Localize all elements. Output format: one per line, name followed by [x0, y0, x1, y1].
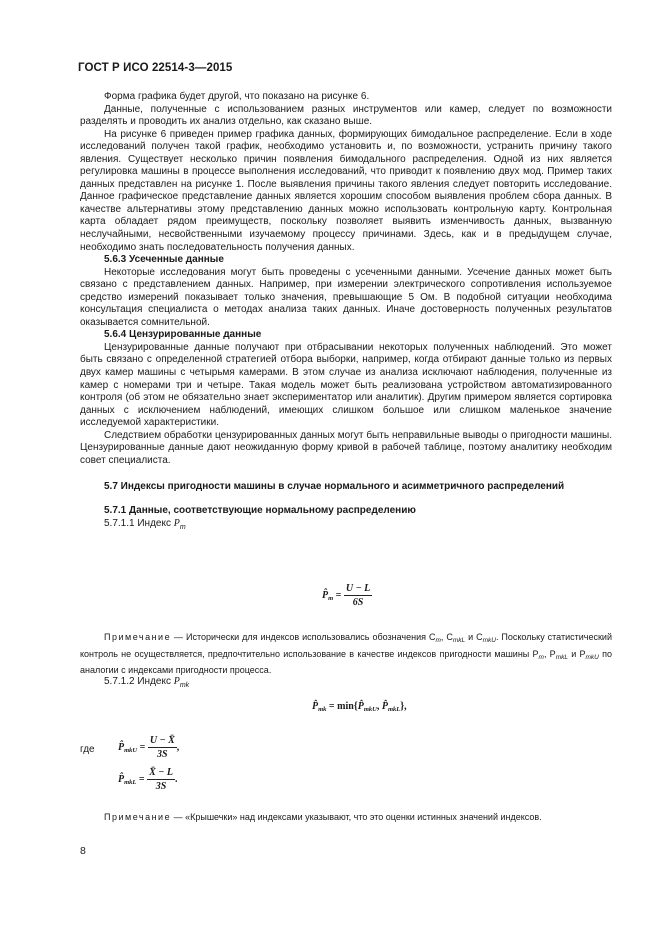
paragraph: Следствием обработки цензурированных данных могут быть неправильные выводы о пригодности машины. Цензурированные данные дают неожиданную форму кривой в рабочей таблице, поэтому аналитику необходим совет специалиста.	[80, 429, 612, 466]
page-number: 8	[80, 845, 86, 857]
body-text	[80, 91, 612, 534]
formula-pmku: $P̂_{mkU}$ = $\frac{U - X̄}{3S}$ ,	[118, 735, 180, 760]
paragraph: Некоторые исследования могут быть проведены с усеченными данными. Усечение данных может быть связано с представлением данных. Например, при измерении электрического сопротивления используемое средство измерений показывает только значения, превышающие 5 Ом. В подобной ситуации необходима консультация специалиста о методах анализа таких данных. Иначе достоверность полученных результатов оказывается сомнительной.	[80, 266, 612, 328]
section-heading-5-6-4: 5.6.4 Цензурированные данные	[104, 329, 262, 341]
standard-header: ГОСТ Р ИСО 22514-3—2015	[78, 62, 233, 74]
paragraph: На рисунке 6 приведен пример графика данных, формирующих бимодальное распределение. Если в ходе исследований получен такой график, необходимо установить и, по возможности, устранить причину такого явления. Существует несколько причин появления бимодального распределения. Одной из них является регулировка машины в процессе выполнения исследований, что приводит к появлению двух мод. Пример таких данных представлен на рисунке 1. После выявления причины такого явления следует повторить исследование. Данное графическое представление данных является хорошим способом выявления проблем сбора данных. В качестве альтернативы этому представлению данных можно использовать контрольную карту. Контрольная карта обладает рядом преимуществ, поскольку позволяет выявить изменчивость данных, вызванную неслучайными, несвойственными изучаемому процессу причинами. Здесь, как и в предыдущем случае, необходимо знать последовательность получения данных.	[80, 128, 612, 253]
formula-pmkl: $P̂_{mkL}$ = $\frac{X̄ - L}{3S}$ .	[118, 767, 178, 792]
formula-pm: $P̂_m$ = $\frac{U - L}{6S}$	[322, 583, 371, 608]
section-heading-5-7: 5.7 Индексы пригодности машины в случае нормального и асимметричного распределений	[104, 481, 565, 493]
subsection-5-7-1-1: 5.7.1.1 Индекс $P_m$	[104, 517, 186, 531]
fraction: $\frac{U - X̄}{3S}$	[149, 735, 175, 760]
paragraph: Цензурированные данные получают при отбрасывании некоторых полученных наблюдений. Это может быть связано с определенной стратегией отбора выборки, например, когда отбирают данные только из первых двух камер машины с четырьмя камерами. В этом случае из анализа исключают наблюдения, полученные из камер с номерами три и четыре. Такая модель может быть реализована устройством автоматизированного контроля (об этом не обязательно знает экспериментатор или аналитик). Другим примером является сортировка данных с исключением наблюдений, имеющих слишком большое или слишком маленькое значение исследуемой характеристики.	[80, 341, 612, 429]
fraction: $\frac{U - L}{6S}$	[345, 583, 371, 608]
formula-pmk: $P̂_{mk}$ = $\min\{P̂_{mkU}$, $P̂_{mkL}$},	[312, 701, 407, 713]
fraction: $\frac{X̄ - L}{3S}$	[149, 767, 173, 792]
note-2: Примечание — «Крышечки» над индексами указывают, что это оценки истинных значений индексов.	[104, 812, 542, 822]
paragraph: Форма графика будет другой, что показано на рисунке 6.	[104, 91, 370, 102]
subsection-5-7-1-2: 5.7.1.2 Индекс $P_{mk}$	[104, 676, 190, 689]
section-heading-5-6-3: 5.6.3 Усеченные данные	[104, 254, 224, 266]
paragraph: Данные, полученные с использованием разных инструментов или камер, следует по возможности разделять и проводить их анализ отдельно, как сказано выше.	[80, 103, 612, 128]
section-heading-5-7-1: 5.7.1 Данные, соответствующие нормальному распределению	[104, 504, 416, 516]
where-label: где	[80, 744, 95, 755]
note-1: Примечание — Исторически для индексов использовались обозначения $C_m$, $C_{mkL}$ и $C_{mkU}$. Поскольку статистический контроль не осуществляется, предпочтительно использование в качестве индексов пригодности машины $P_m$, $P_{mkL}$ и $P_{mkU}$ по аналогии с индексами пригодности процесса.	[80, 632, 613, 675]
